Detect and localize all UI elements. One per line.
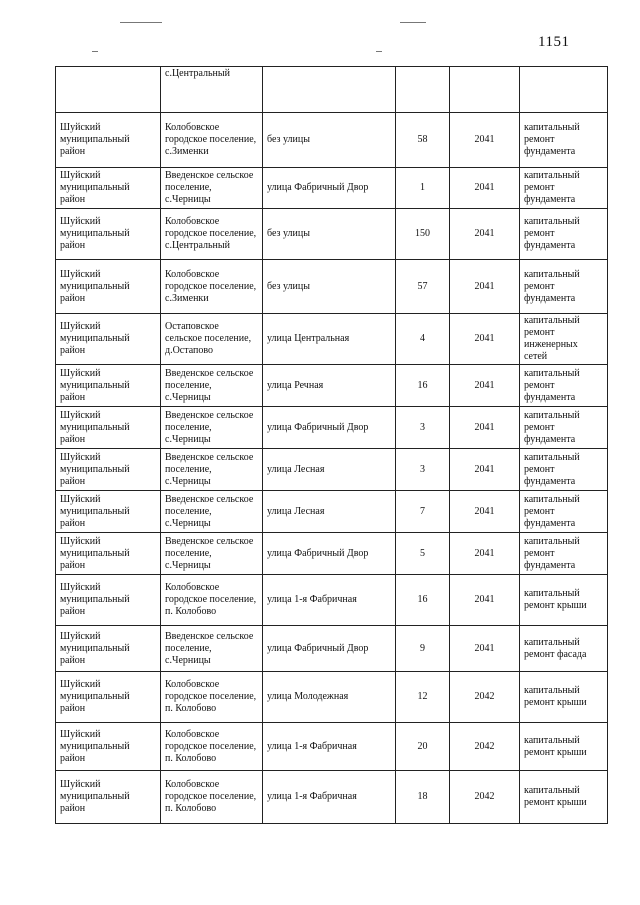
table-row [56,723,608,771]
district-cell: Шуйский муниципальный район [56,533,161,575]
table-row [56,168,608,209]
district-cell: Шуйский муниципальный район [56,723,161,771]
work-type-cell: капитальный ремонт инженерных сетей [520,314,608,365]
district-cell [56,67,161,113]
house-number-cell [396,67,450,113]
street-cell: улица 1-я Фабричная [263,575,396,626]
work-type-cell: капитальный ремонт крыши [520,771,608,824]
year-cell: 2041 [450,168,520,209]
settlement-cell: Введенское сельское поселение, с.Черницы [161,449,263,491]
settlement-cell: Введенское сельское поселение, с.Черницы [161,168,263,209]
housing-repair-table [55,66,608,824]
work-type-cell: капитальный ремонт крыши [520,723,608,771]
settlement-cell: Введенское сельское поселение, с.Черницы [161,365,263,407]
street-cell: улица Фабричный Двор [263,533,396,575]
year-cell: 2042 [450,771,520,824]
scan-mark [92,51,98,52]
year-cell: 2042 [450,672,520,723]
year-cell: 2041 [450,314,520,365]
table-row [56,365,608,407]
work-type-cell: капитальный ремонт фундамента [520,168,608,209]
district-cell: Шуйский муниципальный район [56,314,161,365]
house-number-cell: 5 [396,533,450,575]
settlement-cell: Введенское сельское поселение, с.Черницы [161,407,263,449]
street-cell: улица Центральная [263,314,396,365]
table-row [56,672,608,723]
table-row [56,260,608,314]
work-type-cell: капитальный ремонт фундамента [520,365,608,407]
street-cell: без улицы [263,260,396,314]
district-cell: Шуйский муниципальный район [56,168,161,209]
house-number-cell: 16 [396,575,450,626]
settlement-cell: Остаповское сельское поселение, д.Остапово [161,314,263,365]
table-row [56,771,608,824]
table-row [56,491,608,533]
year-cell: 2041 [450,407,520,449]
work-type-cell: капитальный ремонт фундамента [520,260,608,314]
district-cell: Шуйский муниципальный район [56,771,161,824]
work-type-cell: капитальный ремонт фундамента [520,491,608,533]
street-cell: улица Фабричный Двор [263,168,396,209]
district-cell: Шуйский муниципальный район [56,365,161,407]
house-number-cell: 9 [396,626,450,672]
work-type-cell: капитальный ремонт фундамента [520,533,608,575]
work-type-cell: капитальный ремонт фасада [520,626,608,672]
settlement-cell: Колобовское городское поселение, п. Колобово [161,672,263,723]
street-cell: улица Речная [263,365,396,407]
year-cell: 2041 [450,533,520,575]
settlement-cell: Колобовское городское поселение, с.Зименки [161,260,263,314]
street-cell: без улицы [263,209,396,260]
settlement-cell: Колобовское городское поселение, с.Центральный [161,209,263,260]
street-cell: улица Лесная [263,491,396,533]
work-type-cell: капитальный ремонт фундамента [520,449,608,491]
year-cell: 2042 [450,723,520,771]
table-row [56,626,608,672]
house-number-cell: 16 [396,365,450,407]
house-number-cell: 20 [396,723,450,771]
house-number-cell: 1 [396,168,450,209]
district-cell: Шуйский муниципальный район [56,672,161,723]
settlement-cell: Введенское сельское поселение, с.Черницы [161,626,263,672]
page-number: 1151 [538,34,570,50]
work-type-cell [520,67,608,113]
table-row [56,113,608,168]
district-cell: Шуйский муниципальный район [56,209,161,260]
house-number-cell: 150 [396,209,450,260]
street-cell: улица Лесная [263,449,396,491]
year-cell: 2041 [450,449,520,491]
house-number-cell: 4 [396,314,450,365]
settlement-cell: Колобовское городское поселение, п. Колобово [161,575,263,626]
street-cell: улица Фабричный Двор [263,407,396,449]
table-row [56,533,608,575]
street-cell: улица Фабричный Двор [263,626,396,672]
table-row [56,314,608,365]
district-cell: Шуйский муниципальный район [56,407,161,449]
scan-mark [120,22,162,23]
year-cell: 2041 [450,626,520,672]
street-cell: без улицы [263,113,396,168]
table-row-continuation [56,67,608,113]
district-cell: Шуйский муниципальный район [56,626,161,672]
street-cell: улица 1-я Фабричная [263,723,396,771]
year-cell: 2041 [450,260,520,314]
settlement-cell: Введенское сельское поселение, с.Черницы [161,533,263,575]
year-cell [450,67,520,113]
table-row [56,407,608,449]
settlement-cell: с.Центральный [161,67,263,113]
table-row [56,209,608,260]
work-type-cell: капитальный ремонт крыши [520,672,608,723]
street-cell [263,67,396,113]
house-number-cell: 58 [396,113,450,168]
house-number-cell: 3 [396,449,450,491]
settlement-cell: Колобовское городское поселение, с.Зименки [161,113,263,168]
street-cell: улица Молодежная [263,672,396,723]
house-number-cell: 57 [396,260,450,314]
year-cell: 2041 [450,209,520,260]
table-row [56,449,608,491]
house-number-cell: 3 [396,407,450,449]
work-type-cell: капитальный ремонт фундамента [520,209,608,260]
scan-mark [376,51,382,52]
house-number-cell: 18 [396,771,450,824]
table-row [56,575,608,626]
district-cell: Шуйский муниципальный район [56,575,161,626]
settlement-cell: Колобовское городское поселение, п. Колобово [161,771,263,824]
district-cell: Шуйский муниципальный район [56,260,161,314]
street-cell: улица 1-я Фабричная [263,771,396,824]
work-type-cell: капитальный ремонт фундамента [520,113,608,168]
work-type-cell: капитальный ремонт фундамента [520,407,608,449]
settlement-cell: Введенское сельское поселение, с.Черницы [161,491,263,533]
year-cell: 2041 [450,365,520,407]
house-number-cell: 12 [396,672,450,723]
district-cell: Шуйский муниципальный район [56,113,161,168]
settlement-cell: Колобовское городское поселение, п. Колобово [161,723,263,771]
district-cell: Шуйский муниципальный район [56,491,161,533]
year-cell: 2041 [450,491,520,533]
district-cell: Шуйский муниципальный район [56,449,161,491]
house-number-cell: 7 [396,491,450,533]
work-type-cell: капитальный ремонт крыши [520,575,608,626]
scan-mark [400,22,426,23]
year-cell: 2041 [450,575,520,626]
year-cell: 2041 [450,113,520,168]
